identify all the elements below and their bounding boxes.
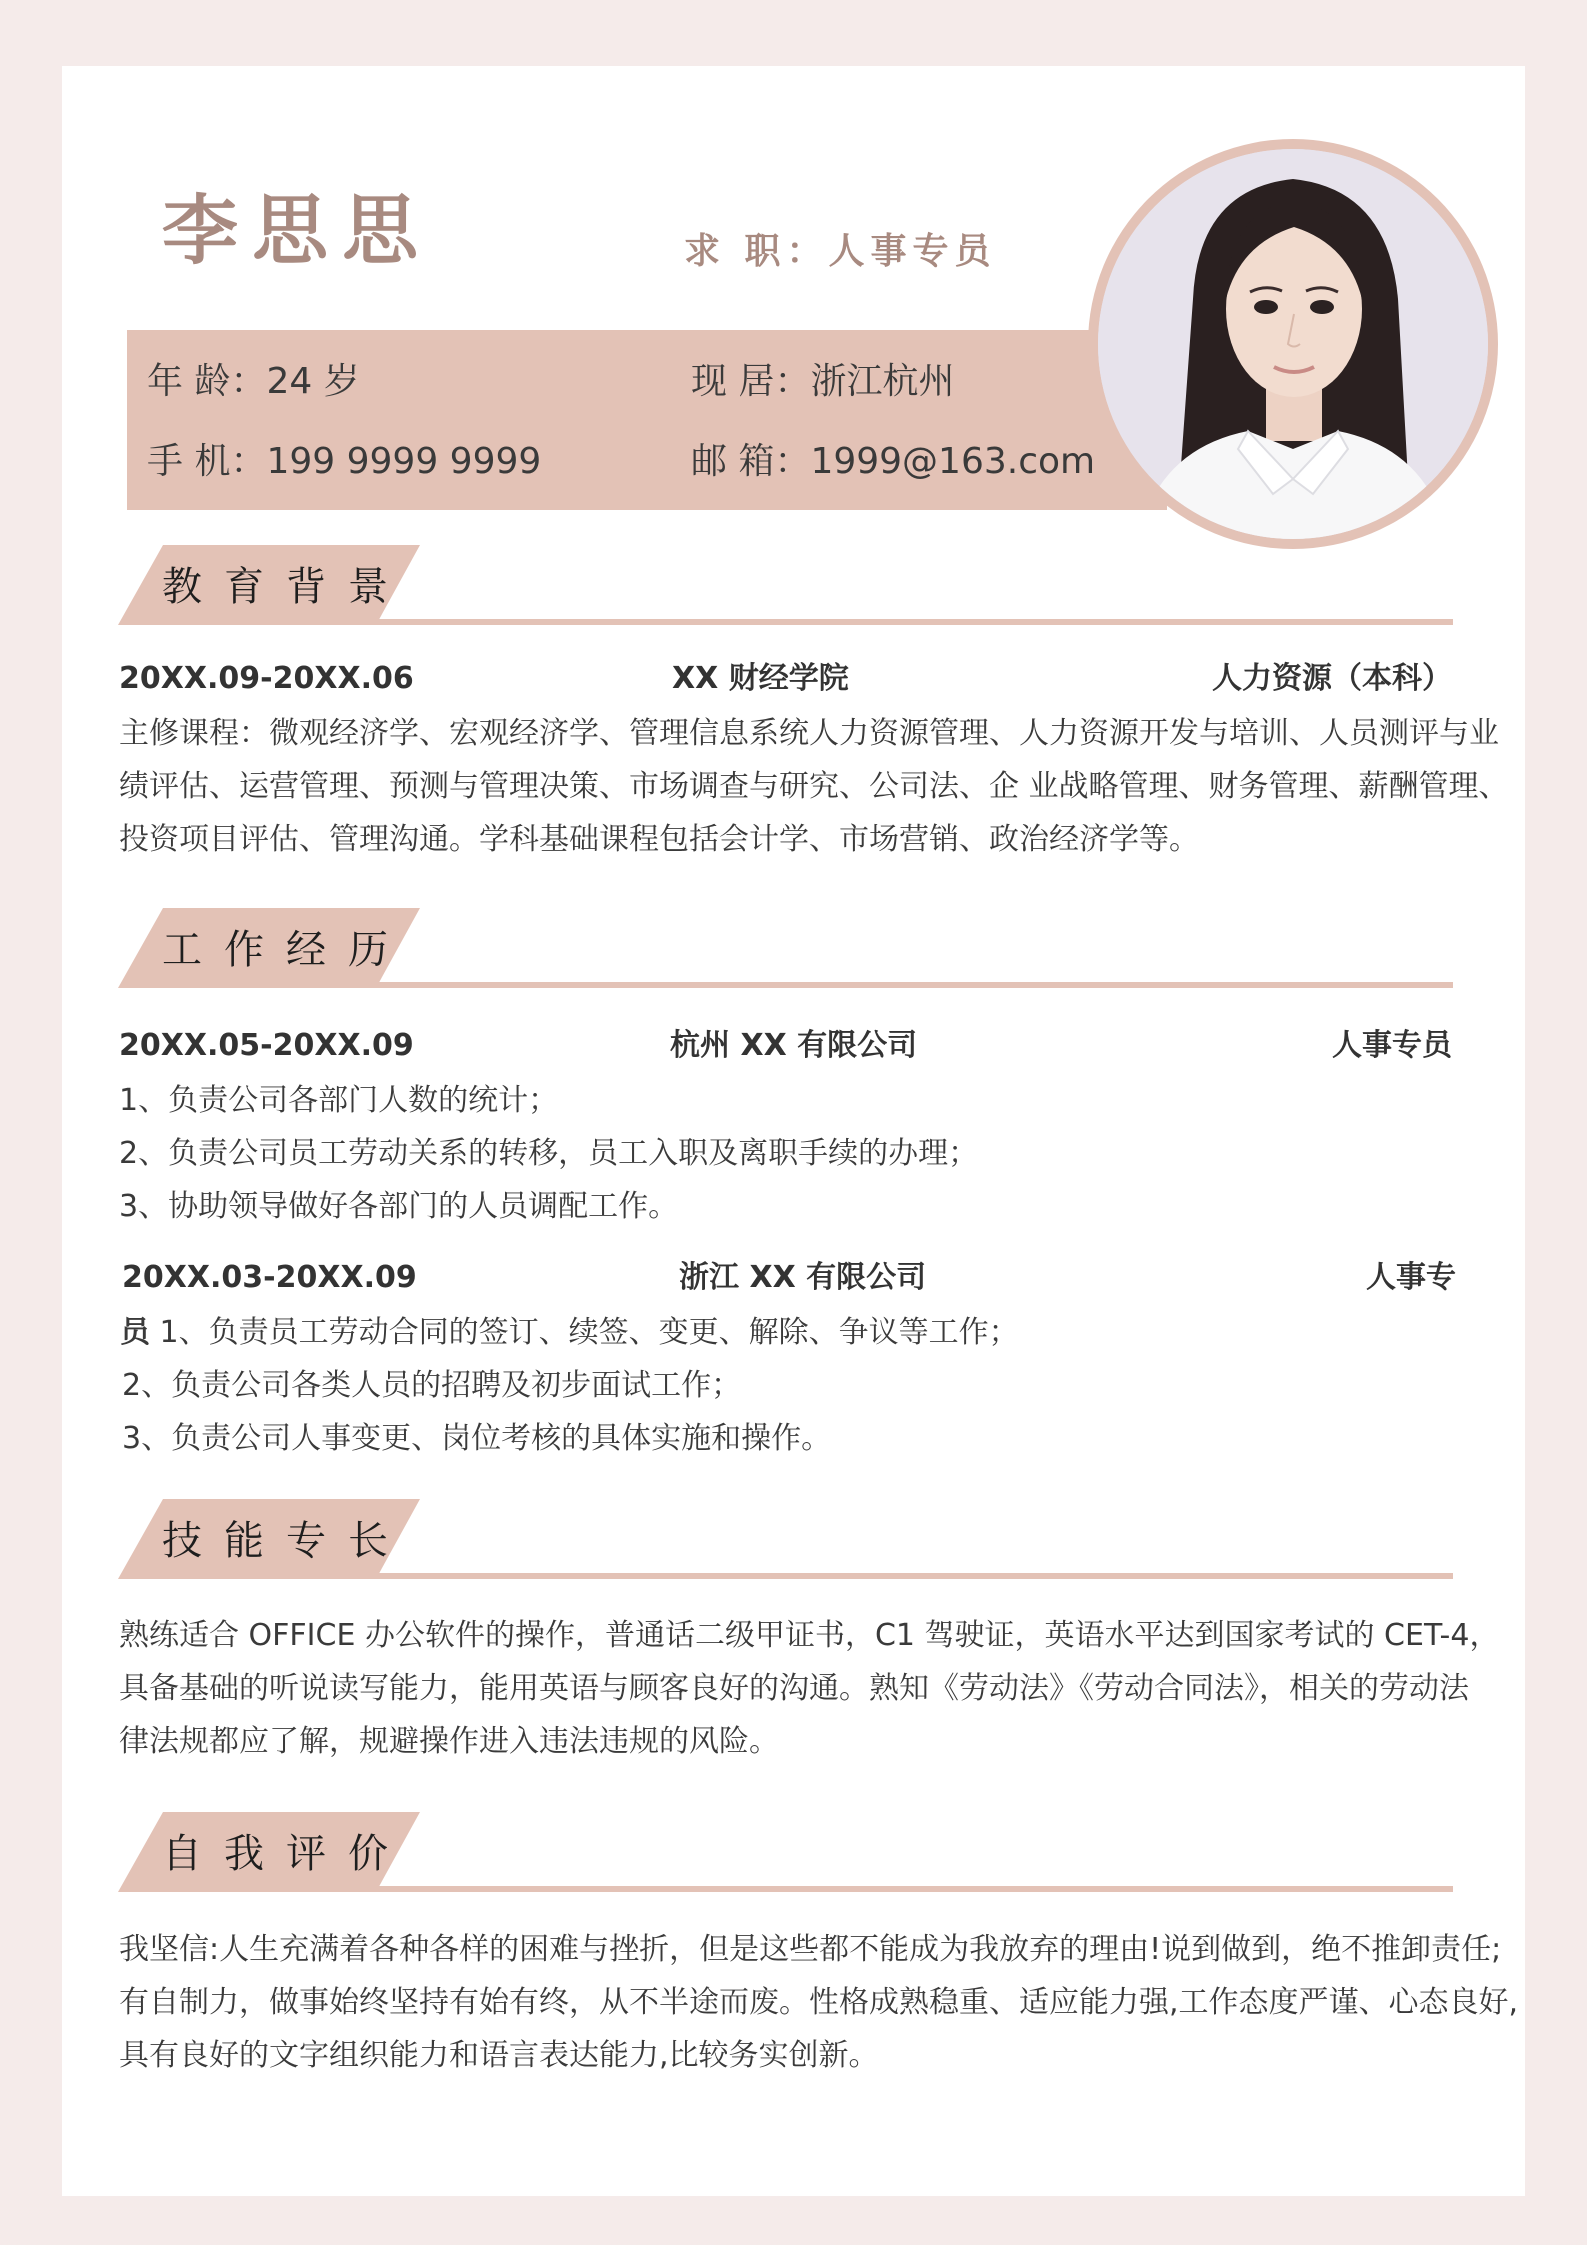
age-field: 年 龄：24 岁 <box>147 361 360 402</box>
education-period: 20XX.09-20XX.06 <box>119 661 414 696</box>
job-duty: 1、负责员工劳动合同的签订、续签、变更、解除、争议等工作； <box>159 1315 1019 1350</box>
job-duty: 3、协助领导做好各部门的人员调配工作。 <box>119 1189 679 1224</box>
job-duty: 2、负责公司各类人员的招聘及初步面试工作； <box>122 1368 742 1403</box>
self-eval-line: 我坚信:人生充满着各种各样的困难与挫折，但是这些都不能成为我放弃的理由!说到做到，绝不推卸责任; <box>119 1932 1502 1967</box>
job-company: 浙江 XX 有限公司 <box>679 1260 927 1295</box>
residence-field: 现 居：浙江杭州 <box>691 361 955 402</box>
job-position: 人事专 <box>1366 1260 1456 1295</box>
job-period: 20XX.05-20XX.09 <box>119 1028 414 1063</box>
education-major: 人力资源（本科） <box>1212 661 1452 696</box>
job-objective: 求 职：人事专员 <box>684 231 997 272</box>
education-courses-line: 绩评估、运营管理、预测与管理决策、市场调查与研究、公司法、企 业战略管理、财务管理、薪酬管理、 <box>119 769 1509 804</box>
education-courses-line: 主修课程：微观经济学、宏观经济学、管理信息系统人力资源管理、人力资源开发与培训、人员测评与业 <box>119 716 1499 751</box>
profile-photo <box>1098 149 1488 539</box>
job-duty: 2、负责公司员工劳动关系的转移，员工入职及离职手续的办理； <box>119 1136 979 1171</box>
section-divider-self-eval <box>348 1886 1453 1892</box>
candidate-name: 李思思 <box>162 186 432 275</box>
phone-field: 手 机：199 9999 9999 <box>147 441 542 482</box>
self-eval-line: 具有良好的文字组织能力和语言表达能力,比较务实创新。 <box>119 2038 879 2073</box>
self-eval-line: 有自制力，做事始终坚持有始有终，从不半途而废。性格成熟稳重、适应能力强,工作态度严谨、心态良好, <box>119 1985 1519 2020</box>
section-divider-skills <box>348 1573 1453 1579</box>
section-title-skills: 技能专长 <box>162 1518 410 1564</box>
job-duty: 3、负责公司人事变更、岗位考核的具体实施和操作。 <box>122 1421 832 1456</box>
skills-line: 具备基础的听说读写能力，能用英语与顾客良好的沟通。熟知《劳动法》《劳动合同法》，相关的劳动法 <box>119 1671 1469 1706</box>
portrait-image <box>1098 149 1488 539</box>
section-divider-education <box>348 619 1453 625</box>
section-title-work: 工作经历 <box>162 927 410 973</box>
avatar <box>1088 139 1498 549</box>
skills-line: 熟练适合 OFFICE 办公软件的操作，普通话二级甲证书，C1 驾驶证，英语水平达到国家考试的 CET-4， <box>119 1618 1500 1653</box>
section-title-education: 教育背景 <box>162 564 410 610</box>
job-duty-line <box>120 1315 1019 1350</box>
job-company: 杭州 XX 有限公司 <box>670 1028 918 1063</box>
job-position: 人事专员 <box>1332 1028 1452 1063</box>
job-position-wrap: 员 <box>120 1315 150 1350</box>
job-period: 20XX.03-20XX.09 <box>122 1260 417 1295</box>
section-divider-work <box>348 982 1453 988</box>
education-school: XX 财经学院 <box>672 661 849 696</box>
resume-page <box>62 66 1525 2196</box>
section-title-self-eval: 自我评价 <box>162 1831 410 1877</box>
skills-line: 律法规都应了解，规避操作进入违法违规的风险。 <box>119 1724 779 1759</box>
education-courses-line: 投资项目评估、管理沟通。学科基础课程包括会计学、市场营销、政治经济学等。 <box>119 822 1199 857</box>
personal-info-box <box>127 330 1167 510</box>
email-field: 邮 箱：1999@163.com <box>691 441 1096 482</box>
job-duty: 1、负责公司各部门人数的统计； <box>119 1083 559 1118</box>
